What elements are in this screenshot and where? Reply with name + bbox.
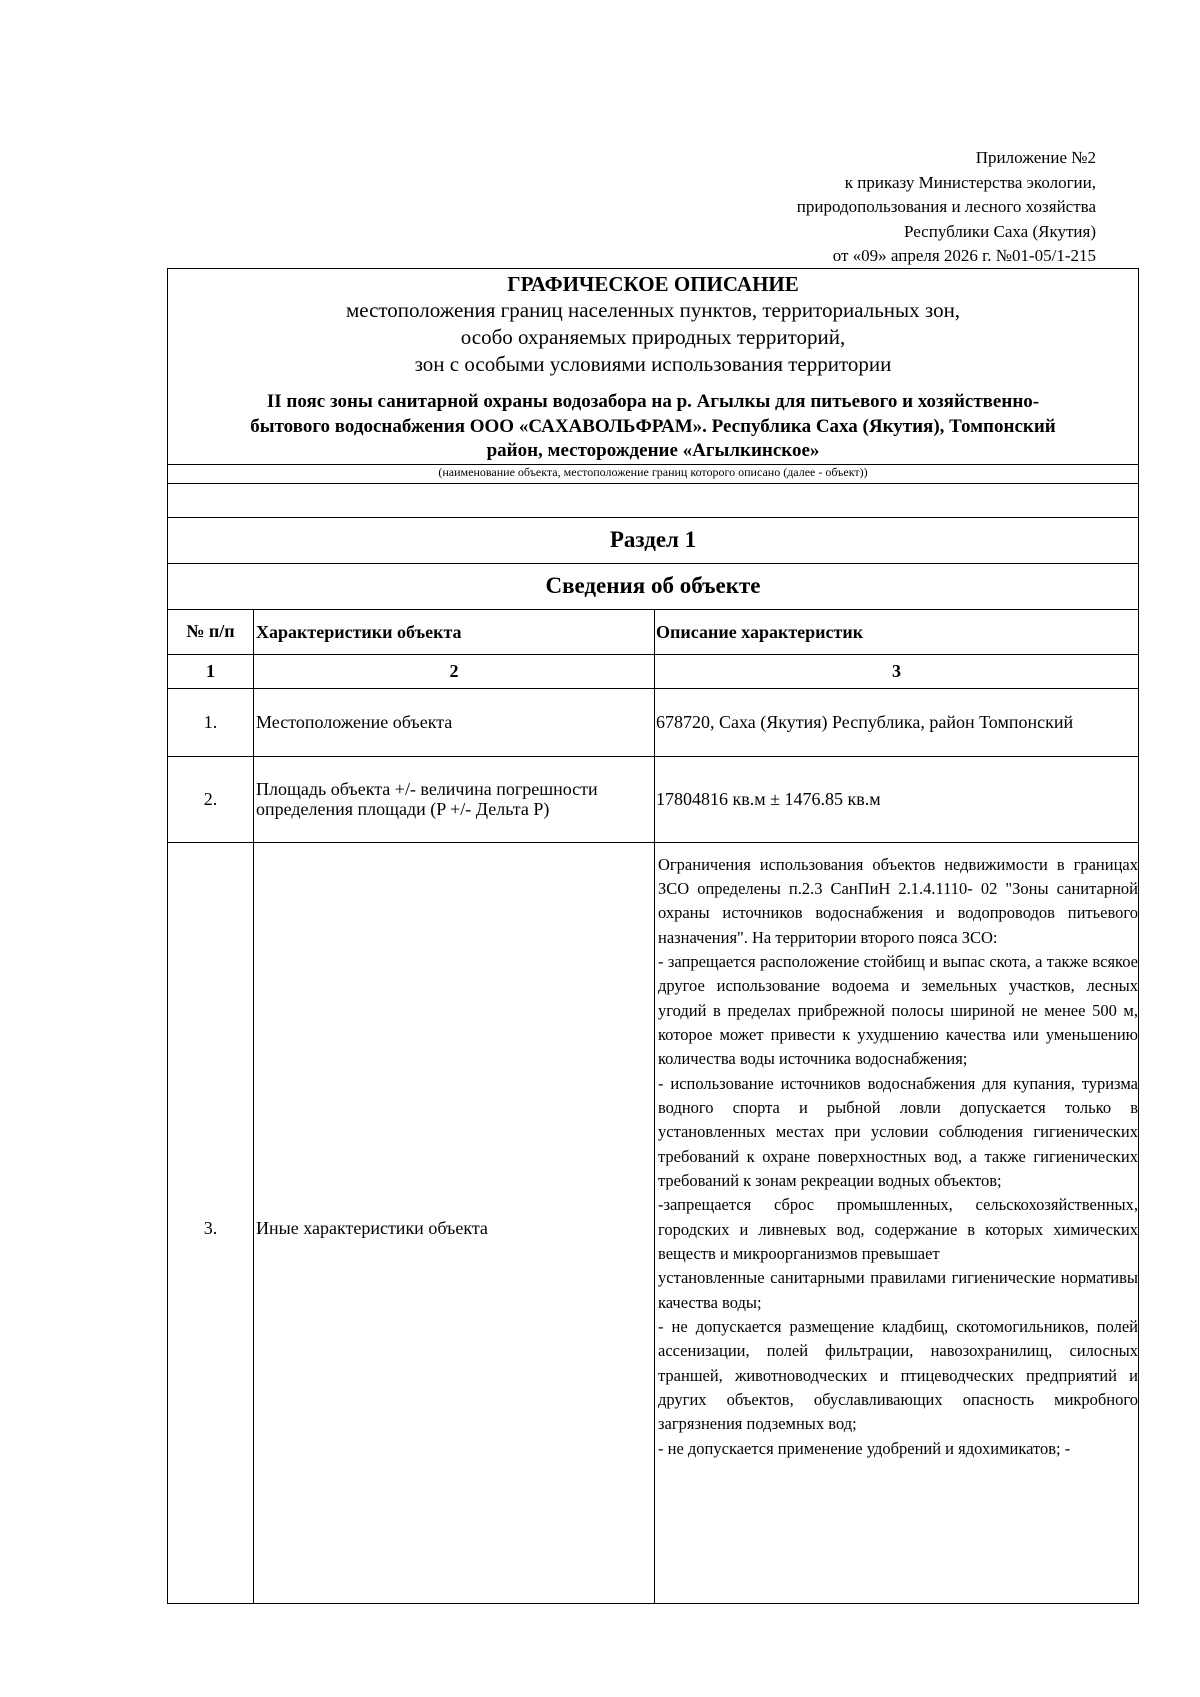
document-frame xyxy=(167,268,1139,1604)
document-header xyxy=(168,269,1138,464)
row-characteristic: Площадь объекта +/- величина погрешности определения площади (P +/- Дельта P) xyxy=(254,756,655,842)
object-name-line: II пояс зоны санитарной охраны водозабора на р. Агылкы для питьевого и хозяйственно- xyxy=(266,391,1040,412)
restrictions-paragraph: - использование источников водоснабжения для купания, туризма водного спорта и рыбной ловли допускается только в установленных местах при условии соблюдения гигиенических требований к охране поверхностных вод, а также гигиенических требований к зонам рекреации водных объектов; xyxy=(658,1073,1138,1190)
restrictions-paragraph: - не допускается применение удобрений и ядохимикатов; - xyxy=(658,1438,1071,1458)
column-header: Описание характеристик xyxy=(655,609,1139,654)
column-header: Характеристики объекта xyxy=(254,609,655,654)
table-header-row xyxy=(168,609,1138,654)
appendix-line: Приложение №2 xyxy=(975,148,1096,167)
characteristics-table xyxy=(168,609,1138,1603)
appendix-line: природопользования и лесного хозяйства xyxy=(796,197,1096,216)
object-name-line: район, месторождение «Агылкинское» xyxy=(486,440,820,461)
row-description: 678720, Саха (Якутия) Республика, район Томпонский xyxy=(655,688,1139,756)
object-name-line: бытового водоснабжения ООО «САХАВОЛЬФРАМ». Республика Саха (Якутия), Томпонский xyxy=(250,415,1056,437)
row-description xyxy=(655,842,1139,1603)
restrictions-paragraph: -запрещается сброс промышленных, сельскохозяйственных, городских и ливневых вод, содержание в которых химических веществ и микроорганизмов превышает xyxy=(658,1195,1138,1263)
restrictions-paragraph: Ограничения использования объектов недвижимости в границах ЗСО определены п.2.3 СанПиН 2.1.4.1110- 02 "Зоны санитарной охраны источников водоснабжения и водопроводов питьевого назначения". На территории второго пояса ЗСО: xyxy=(658,854,1138,947)
subtitle-line: местоположения границ населенных пунктов, территориальных зон, xyxy=(345,298,961,322)
restrictions-paragraph: - запрещается расположение стойбищ и выпас скота, а также всякое другое использование водоема и земельных участков, лесных угодий в пределах прибрежной полосы шириной не менее 500 м, которое может привести к ухудшению качества или уменьшению количества воды источника водоснабжения; xyxy=(658,951,1138,1069)
row-number: 1. xyxy=(168,688,254,756)
column-number: 3 xyxy=(655,654,1139,688)
row-characteristic: Иные характеристики объекта xyxy=(254,842,655,1603)
section-number: Раздел 1 xyxy=(168,517,1138,563)
restrictions-paragraph: - не допускается размещение кладбищ, скотомогильников, полей ассенизации, полей фильтрации, навозохранилищ, силосных траншей, животноводческих и птицеводческих предприятий и других объектов, обуславливающих опасность микробного загрязнения подземных вод; xyxy=(658,1317,1138,1434)
object-caption: (наименование объекта, местоположение границ которого описано (далее - объект)) xyxy=(168,464,1138,483)
object-name xyxy=(178,390,1128,464)
restrictions-paragraph: установленные санитарными правилами гигиенические нормативы качества воды; xyxy=(658,1268,1138,1312)
column-number-row xyxy=(168,654,1138,688)
appendix-line: Республики Саха (Якутия) xyxy=(903,221,1096,241)
section-name: Сведения об объекте xyxy=(168,563,1138,609)
column-header: № п/п xyxy=(168,609,254,654)
appendix-line: к приказу Министерства экологии, xyxy=(844,172,1096,192)
appendix-block xyxy=(797,146,1096,269)
table-row xyxy=(168,688,1138,756)
row-description: 17804816 кв.м ± 1476.85 кв.м xyxy=(655,756,1139,842)
appendix-line: от «09» апреля 2026 г. №01-05/1-215 xyxy=(832,246,1096,265)
row-characteristic: Местоположение объекта xyxy=(254,688,655,756)
empty-row xyxy=(168,483,1138,517)
row-number: 3. xyxy=(168,842,254,1603)
restrictions-text xyxy=(656,843,1138,1603)
column-number: 2 xyxy=(254,654,655,688)
row-number: 2. xyxy=(168,756,254,842)
column-number: 1 xyxy=(168,654,254,688)
subtitle-line: особо охраняемых природных территорий, xyxy=(460,325,846,349)
subtitle-line: зон с особыми условиями использования территории xyxy=(414,352,892,376)
table-row xyxy=(168,756,1138,842)
table-row xyxy=(168,842,1138,1603)
document-title: ГРАФИЧЕСКОЕ ОПИСАНИЕ xyxy=(507,272,799,296)
